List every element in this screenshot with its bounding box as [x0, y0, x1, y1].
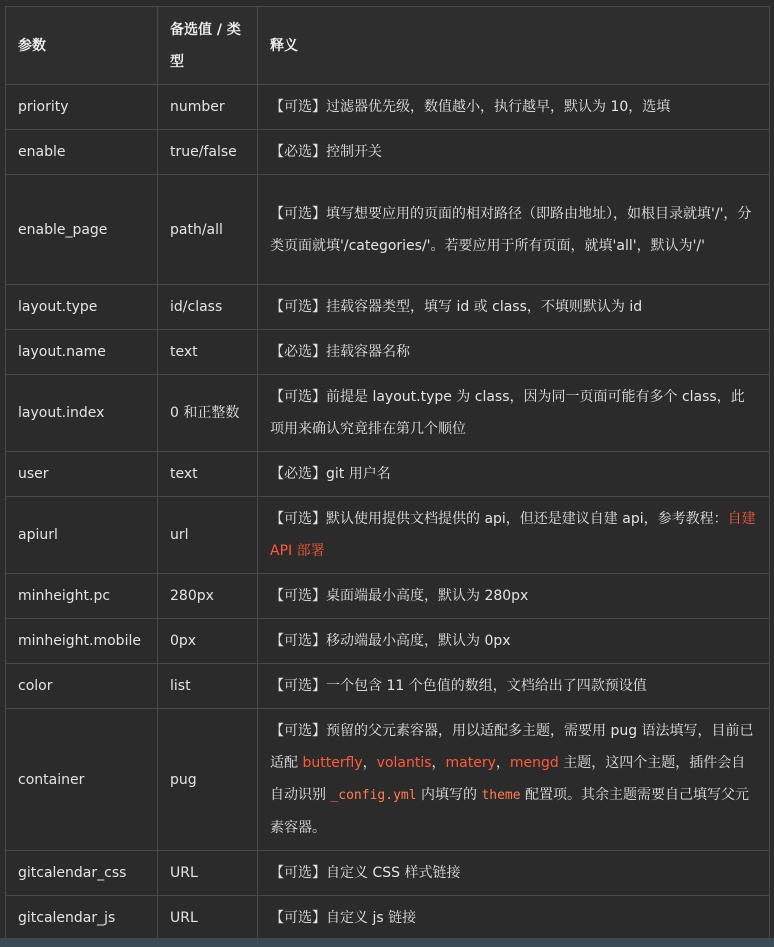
table-row	[6, 330, 770, 375]
param-cell: layout.type	[6, 285, 158, 330]
separator: ，	[362, 755, 377, 771]
param-cell: priority	[6, 85, 158, 130]
theme-link-volantis[interactable]: volantis	[376, 755, 432, 771]
desc-cell: 【可选】过滤器优先级，数值越小，执行越早，默认为 10，选填	[258, 85, 770, 130]
value-cell: path/all	[158, 175, 258, 285]
param-cell: user	[6, 452, 158, 497]
theme-link-matery[interactable]: matery	[445, 755, 496, 771]
desc-cell: 【可选】移动端最小高度，默认为 0px	[258, 619, 770, 664]
table-row	[6, 497, 770, 574]
param-cell: enable	[6, 130, 158, 175]
header-param: 参数	[6, 7, 158, 85]
config-table	[5, 6, 770, 941]
table-row	[6, 285, 770, 330]
desc-cell: 【可选】挂载容器类型，填写 id 或 class，不填则默认为 id	[258, 285, 770, 330]
self-host-api-link[interactable]: 自建 API 部署	[270, 511, 756, 559]
table-row	[6, 574, 770, 619]
value-cell: text	[158, 330, 258, 375]
desc-cell: 【可选】自定义 CSS 样式链接	[258, 851, 770, 896]
desc-text: 【可选】默认使用提供文档提供的 api，但还是建议自建 api，参考教程：	[270, 511, 728, 527]
desc-cell	[258, 497, 770, 574]
inline-code-config: _config.yml	[330, 788, 417, 803]
value-cell: URL	[158, 896, 258, 941]
table-row	[6, 85, 770, 130]
value-cell: id/class	[158, 285, 258, 330]
desc-cell: 【必选】挂载容器名称	[258, 330, 770, 375]
separator: ，	[495, 755, 510, 771]
bottom-bar	[0, 938, 774, 947]
table-row	[6, 619, 770, 664]
desc-cell: 【可选】一个包含 11 个色值的数组，文档给出了四款预设值	[258, 664, 770, 709]
header-desc: 释义	[258, 7, 770, 85]
value-cell: url	[158, 497, 258, 574]
theme-link-mengd[interactable]: mengd	[509, 755, 559, 771]
param-cell: enable_page	[6, 175, 158, 285]
table-row	[6, 175, 770, 285]
table-row	[6, 709, 770, 851]
param-cell: color	[6, 664, 158, 709]
desc-text: 【可选】预留的父元素容器，用以适配多主题，需要用 pug 语法填写，目前已适配	[270, 723, 754, 771]
param-cell: apiurl	[6, 497, 158, 574]
separator: ，	[431, 755, 446, 771]
table-row	[6, 664, 770, 709]
param-cell: layout.index	[6, 375, 158, 452]
value-cell: true/false	[158, 130, 258, 175]
inline-code-theme: theme	[481, 788, 521, 803]
desc-cell: 【必选】控制开关	[258, 130, 770, 175]
desc-text: 内填写的	[416, 787, 482, 803]
value-cell: number	[158, 85, 258, 130]
header-value: 备选值 / 类型	[158, 7, 258, 85]
value-cell: pug	[158, 709, 258, 851]
table-header-row	[6, 7, 770, 85]
param-cell: minheight.pc	[6, 574, 158, 619]
param-cell: layout.name	[6, 330, 158, 375]
value-cell: list	[158, 664, 258, 709]
table-row	[6, 452, 770, 497]
theme-link-butterfly[interactable]: butterfly	[302, 755, 363, 771]
table-row	[6, 130, 770, 175]
param-cell: minheight.mobile	[6, 619, 158, 664]
param-cell: gitcalendar_js	[6, 896, 158, 941]
param-cell: gitcalendar_css	[6, 851, 158, 896]
desc-cell: 【可选】前提是 layout.type 为 class，因为同一页面可能有多个 class，此项用来确认究竟排在第几个顺位	[258, 375, 770, 452]
value-cell: 280px	[158, 574, 258, 619]
value-cell: 0 和正整数	[158, 375, 258, 452]
desc-cell: 【可选】自定义 js 链接	[258, 896, 770, 941]
value-cell: URL	[158, 851, 258, 896]
desc-text: 主题，这四个主题，插件会自自动识别	[270, 755, 746, 803]
desc-cell	[258, 709, 770, 851]
param-cell: container	[6, 709, 158, 851]
desc-cell: 【可选】填写想要应用的页面的相对路径（即路由地址），如根目录就填'/'，分类页面就填'/categories/'。若要应用于所有页面，就填'all'，默认为'/'	[258, 175, 770, 285]
table-row	[6, 375, 770, 452]
desc-cell: 【必选】git 用户名	[258, 452, 770, 497]
desc-text: 配置项。其余主题需要自己填写父元素容器。	[270, 787, 750, 836]
value-cell: 0px	[158, 619, 258, 664]
value-cell: text	[158, 452, 258, 497]
table-row	[6, 851, 770, 896]
desc-cell: 【可选】桌面端最小高度，默认为 280px	[258, 574, 770, 619]
table-row	[6, 896, 770, 941]
